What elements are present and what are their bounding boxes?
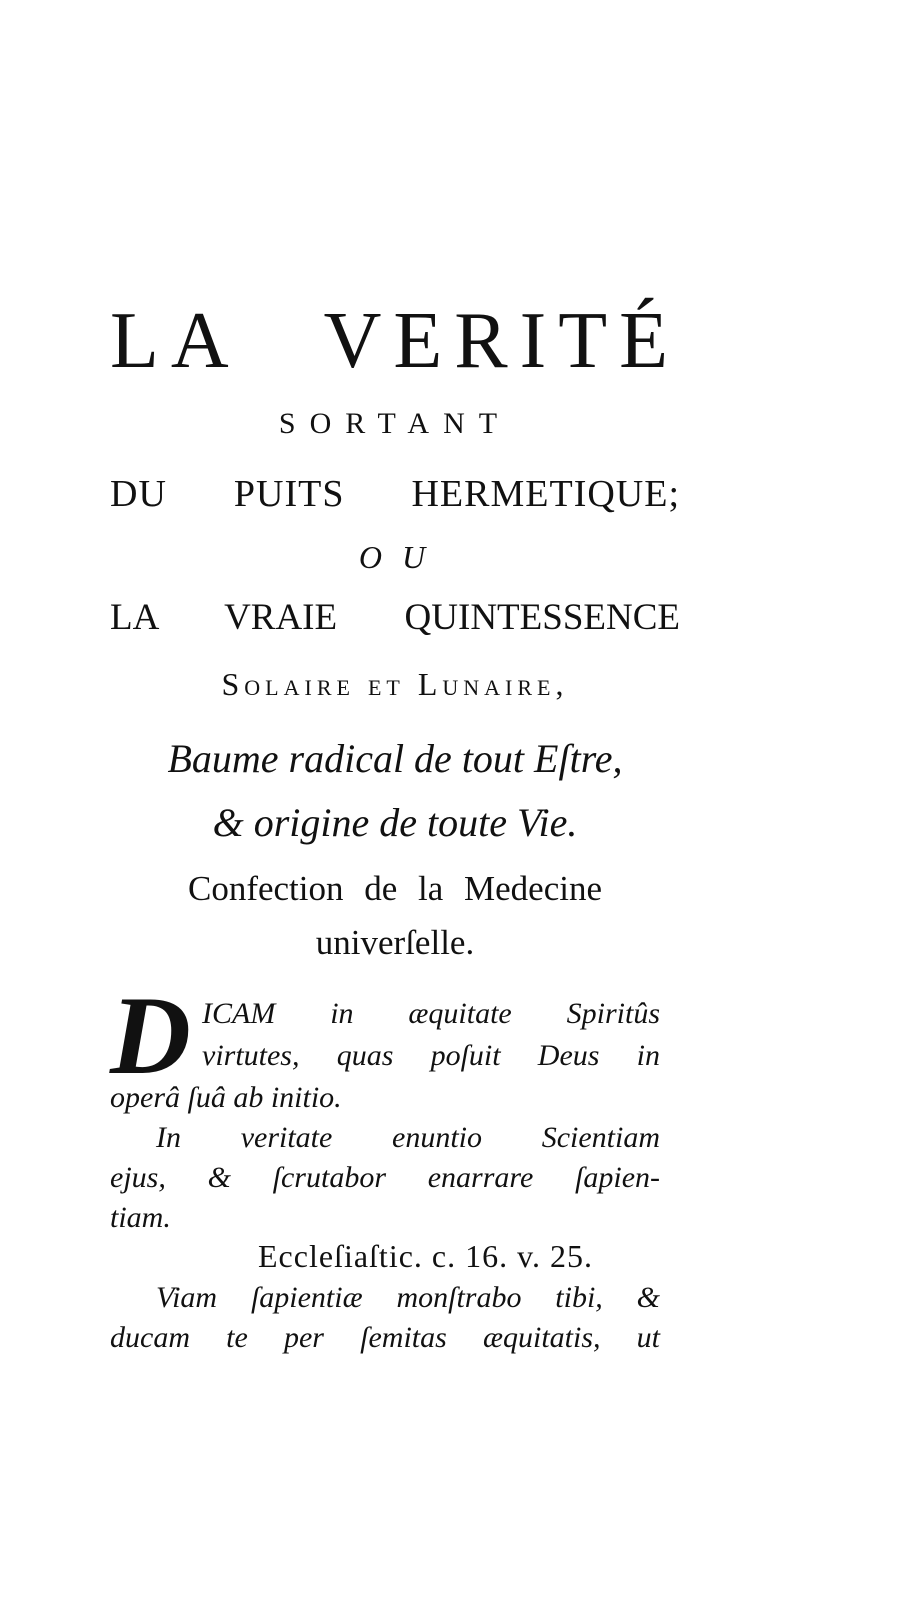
title-line-solaire-lunaire: Solaire et Lunaire, xyxy=(221,666,569,702)
title-line-baume-radical: Baume radical de tout Eſtre, xyxy=(167,736,623,781)
subtitle-line-universelle: univerſelle. xyxy=(315,923,475,962)
title-line-origine: & origine de toute Vie. xyxy=(212,800,578,845)
text-line: ejus, & ſcrutabor enarrare ſapien- xyxy=(110,1161,660,1194)
title-line-ou: O U xyxy=(358,539,432,575)
text-line: virtutes, quas poſuit Deus in xyxy=(202,1039,660,1072)
subtitle-line-confection: Confection de la Medecine xyxy=(187,869,603,908)
text-line: Viam ſapientiæ monſtrabo tibi, & xyxy=(156,1281,660,1314)
text-line: operâ ſuâ ab initio. xyxy=(110,1081,342,1114)
title-line-puits-hermetique: DU PUITS HERMETIQUE; xyxy=(110,473,680,515)
title-line-la-verite: LA VERITÉ xyxy=(110,297,680,385)
title-line-vraie-quintessence: LA VRAIE QUINTESSENCE xyxy=(110,597,680,638)
text-line: ducam te per ſemitas æquitatis, ut xyxy=(110,1321,660,1354)
text-line: tiam. xyxy=(110,1201,171,1234)
scripture-reference: Eccleſiaſtic. c. 16. v. 25. xyxy=(258,1238,594,1274)
text-line: In veritate enuntio Scientiam xyxy=(156,1121,660,1154)
text-line: ICAM in æquitate Spiritûs xyxy=(202,997,660,1030)
drop-cap-letter: D xyxy=(110,974,191,1098)
title-line-sortant: SORTANT xyxy=(278,407,512,440)
